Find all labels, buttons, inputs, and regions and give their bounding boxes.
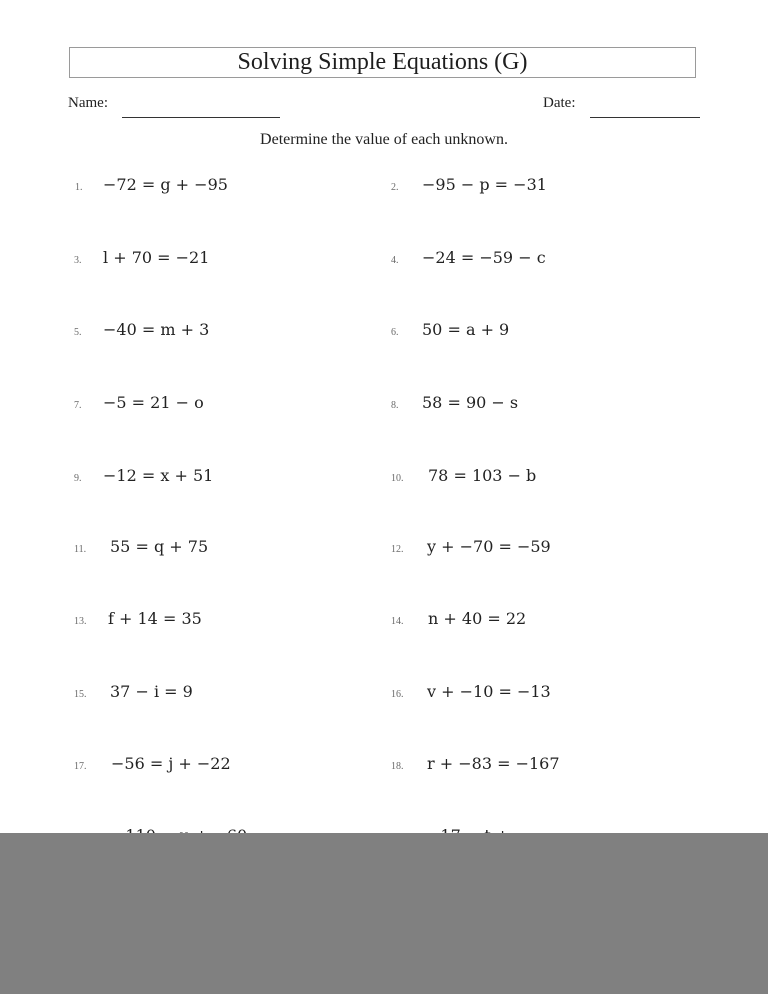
problem-number: 15. [74, 689, 87, 700]
problem-number: 10. [391, 473, 404, 484]
problem-12 [391, 537, 551, 556]
problem-number: 14. [391, 616, 404, 627]
problem-equation: 55 = q + 75 [110, 537, 209, 556]
problem-2 [391, 175, 547, 194]
problem-equation: n + 40 = 22 [428, 609, 527, 628]
problem-equation: −40 = m + 3 [103, 320, 210, 339]
date-label: Date: [543, 95, 576, 111]
problem-5 [74, 320, 209, 339]
problem-number: 13. [74, 616, 87, 627]
name-blank-line [122, 117, 280, 118]
problem-6 [391, 320, 509, 339]
problem-7 [74, 393, 204, 412]
problem-13 [74, 609, 202, 628]
problem-3 [74, 248, 209, 267]
problem-number: 6. [391, 327, 399, 338]
problem-equation: 50 = a + 9 [422, 320, 510, 339]
problem-equation: −5 = 21 − o [103, 393, 204, 412]
problem-4 [391, 248, 546, 267]
problem-number: 4. [391, 255, 399, 266]
problem-equation: −12 = x + 51 [103, 466, 214, 485]
problem-number: 2. [391, 182, 399, 193]
date-blank-line [590, 117, 700, 118]
problem-number: 18. [391, 761, 404, 772]
problem-equation: f + 14 = 35 [108, 609, 202, 628]
problem-18 [391, 754, 560, 773]
problem-17 [74, 754, 231, 773]
instructions: Determine the value of each unknown. [260, 131, 508, 148]
problem-number: 16. [391, 689, 404, 700]
problem-9 [74, 466, 213, 485]
problem-equation: −24 = −59 − c [422, 248, 546, 267]
problem-equation: −95 − p = −31 [422, 175, 547, 194]
problem-number: 7. [74, 400, 82, 411]
problem-10 [391, 466, 536, 485]
problem-number: 5. [74, 327, 82, 338]
problem-equation: 58 = 90 − s [422, 393, 519, 412]
problem-number: 17. [74, 761, 87, 772]
problem-equation: v + −10 = −13 [427, 682, 551, 701]
problem-16 [391, 682, 551, 701]
problem-number: 9. [74, 473, 82, 484]
worksheet-title: Solving Simple Equations (G) [69, 47, 696, 78]
problem-number: 1. [75, 182, 83, 193]
problem-equation: −56 = j + −22 [111, 754, 231, 773]
problem-11 [74, 537, 208, 556]
problem-equation: y + −70 = −59 [427, 537, 551, 556]
problem-equation: 78 = 103 − b [428, 466, 537, 485]
problem-number: 8. [391, 400, 399, 411]
problem-equation: 37 − i = 9 [110, 682, 193, 701]
name-label: Name: [68, 95, 108, 111]
problem-number: 12. [391, 544, 404, 555]
problem-number: 11. [74, 544, 87, 555]
problem-equation: l + 70 = −21 [103, 248, 210, 267]
gray-overlay [0, 833, 768, 994]
problem-1 [75, 175, 228, 194]
problem-equation: −72 = g + −95 [103, 175, 228, 194]
problem-8 [391, 393, 518, 412]
problem-equation: r + −83 = −167 [427, 754, 560, 773]
problem-number: 3. [74, 255, 82, 266]
problem-15 [74, 682, 193, 701]
problem-14 [391, 609, 526, 628]
